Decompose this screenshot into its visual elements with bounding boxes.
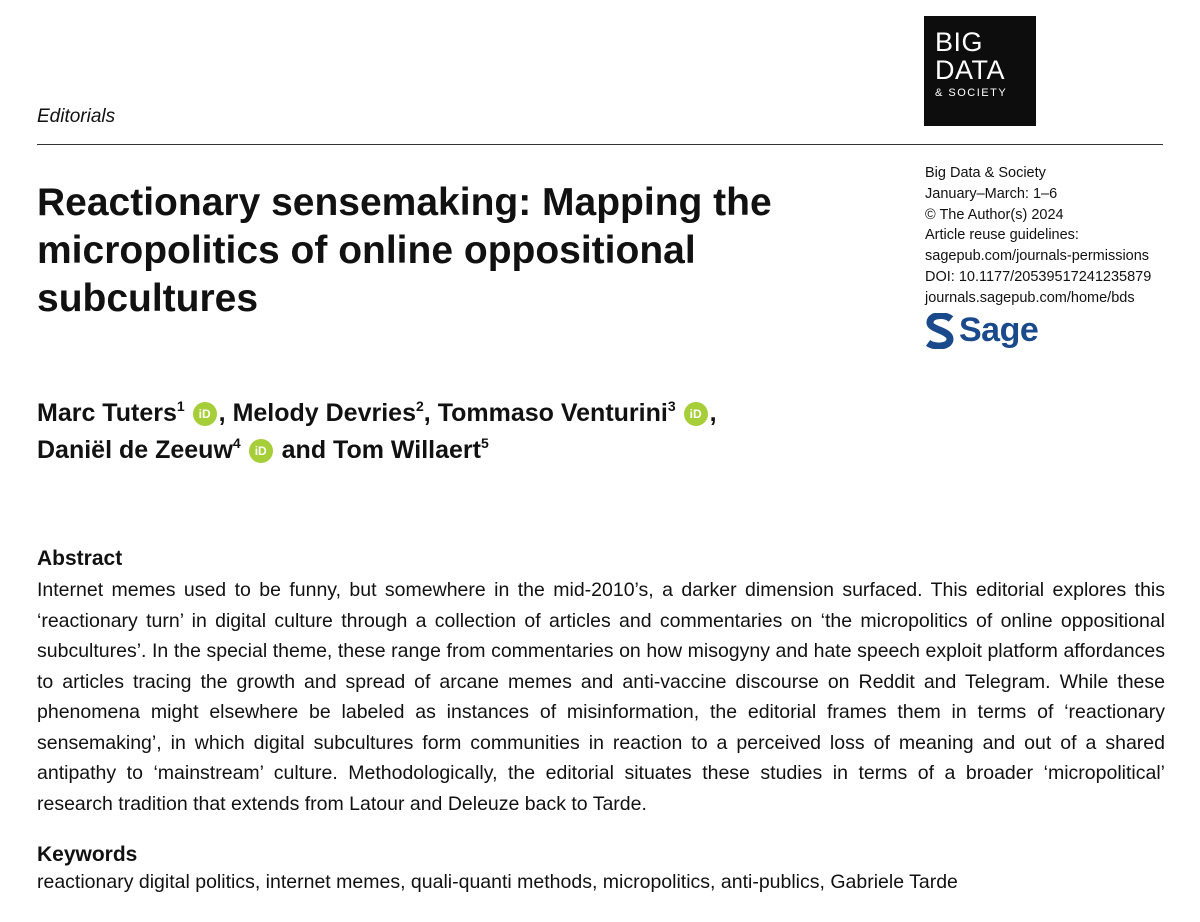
- author-line-1: Marc Tuters$^1$ iD , Melody Devries$^2$, Tommaso Venturini$^3$ iD ,: [37, 398, 717, 427]
- keywords-heading: Keywords: [37, 843, 138, 866]
- publisher-name: Sage: [959, 311, 1039, 349]
- affiliation-sup: 1: [176, 398, 185, 414]
- reuse-label: Article reuse guidelines:: [925, 227, 1079, 244]
- author-name[interactable]: Tom Willaert: [333, 436, 481, 464]
- affiliation-sup: 5: [480, 435, 489, 451]
- journal-logo: [924, 16, 1036, 126]
- copyright-notice: © The Author(s) 2024: [925, 206, 1064, 223]
- author-connector: and: [281, 436, 327, 464]
- keywords-text: reactionary digital politics, internet memes, quali-quanti methods, micropolitics, anti-publics, Gabriele Tarde: [37, 871, 958, 893]
- author-name[interactable]: Melody Devries: [232, 399, 416, 427]
- doi-link[interactable]: DOI: 10.1177/20539517241235879: [925, 268, 1152, 285]
- affiliation-sup: 2: [415, 398, 424, 414]
- reuse-link[interactable]: sagepub.com/journals-permissions: [925, 248, 1150, 265]
- author-name[interactable]: Daniël de Zeeuw: [37, 436, 233, 464]
- sage-s-icon: [925, 313, 955, 349]
- logo-line-big: BIG: [935, 27, 984, 57]
- journal-issue: January–March: 1–6: [925, 185, 1058, 202]
- author-name[interactable]: Tommaso Venturini: [437, 399, 668, 427]
- journal-name: Big Data & Society: [925, 165, 1046, 181]
- journal-info: [925, 163, 1151, 309]
- section-label: Editorials: [37, 106, 116, 127]
- article-title: Reactionary sensemaking: Mapping the micropolitics of online oppositional subcultures: [37, 181, 772, 320]
- orcid-icon[interactable]: iD: [249, 439, 273, 463]
- affiliation-sup: 3: [667, 398, 676, 414]
- logo-line-society: & SOCIETY: [935, 87, 1008, 99]
- affiliation-sup: 4: [232, 435, 241, 451]
- publisher-logo: [925, 311, 1038, 350]
- author-name[interactable]: Marc Tuters: [37, 399, 177, 427]
- author-list: [37, 395, 717, 469]
- journal-homepage-link[interactable]: journals.sagepub.com/home/bds: [925, 289, 1135, 306]
- abstract-heading: Abstract: [37, 547, 123, 570]
- orcid-icon[interactable]: iD: [193, 402, 217, 426]
- author-line-2: [37, 432, 717, 469]
- orcid-icon[interactable]: iD: [684, 402, 708, 426]
- abstract-text: Internet memes used to be funny, but somewhere in the mid-2010’s, a darker dimension surfaced. This editorial explores this ‘reactionary turn’ in digital culture through a collection of articles and commentaries on ‘the micropolitics of online oppositional subcultures’. In the special theme, these range from commentaries on how misogyny and hate speech exploit platform affordances to articles tracing the growth and spread of arcane memes and anti-vaccine discourse on Reddit and Telegram. While these phenomena might elsewhere be labeled as instances of misinformation, the editorial frames them in terms of ‘reactionary sensemaking’, in which digital subcultures form communities in reaction to a perceived loss of meaning and out of a shared antipathy to ‘mainstream’ culture. Methodologically, the editorial situates these studies in terms of a broader ‘micropolitical’ research tradition that extends from Latour and Deleuze back to Tarde.: [37, 579, 1165, 815]
- header-divider: [37, 144, 1163, 145]
- logo-line-data: DATA: [935, 55, 1006, 85]
